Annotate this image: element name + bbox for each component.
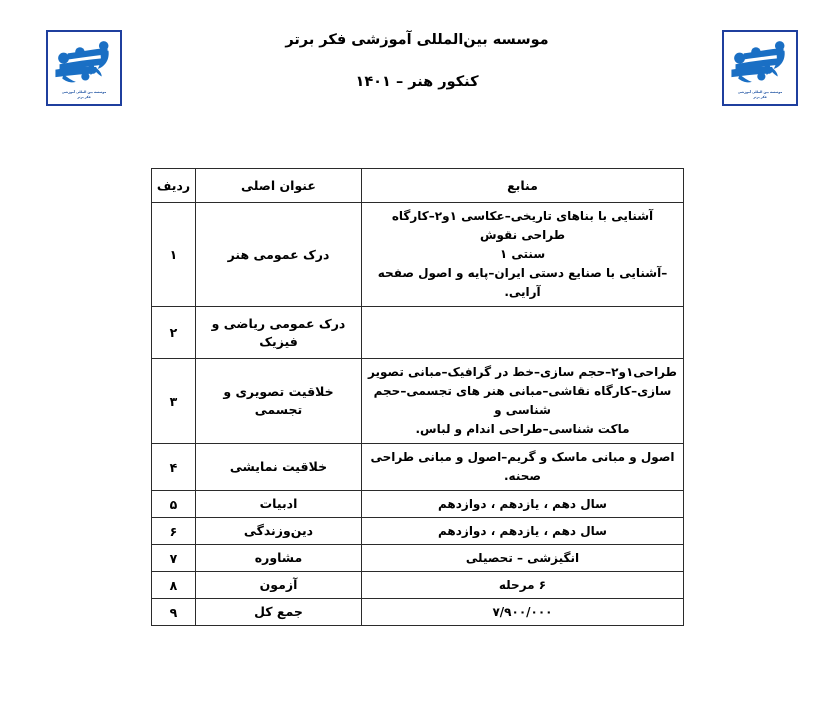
sources-line: سنتی ۱ (499, 247, 546, 261)
cell-index: ۲ (152, 307, 196, 359)
table-header-row (152, 169, 684, 203)
syllabus-table (151, 168, 684, 626)
table-row (152, 359, 684, 444)
table-row (152, 203, 684, 307)
cell-sources (362, 491, 684, 518)
sources-line: –آشنایی با صنایع دستی ایران–پایه و اصول صفحه آرایی. (377, 266, 668, 299)
syllabus-table-container (152, 168, 684, 626)
cell-title: درک عمومی ریاضی و فیزیک (196, 307, 362, 359)
cell-sources (362, 545, 684, 572)
header-titles (0, 0, 834, 92)
cell-title: خلاقیت نمایشی (196, 444, 362, 491)
cell-title: آزمون (196, 572, 362, 599)
cell-index: ۷ (152, 545, 196, 572)
sources-line: سال دهم ، یازدهم ، دوازدهم (438, 523, 607, 538)
table-row (152, 444, 684, 491)
table-row (152, 545, 684, 572)
cell-title: مشاوره (196, 545, 362, 572)
cell-title: جمع کل (196, 599, 362, 626)
cell-index: ۴ (152, 444, 196, 491)
logo-right (722, 30, 798, 106)
cell-sources (362, 307, 684, 359)
sources-line: طراحی۱و۲–حجم سازی–خط در گرافیک–مبانی تصویر (368, 365, 677, 379)
cell-index: ۵ (152, 491, 196, 518)
table-row (152, 599, 684, 626)
cell-sources (362, 518, 684, 545)
cell-title: درک عمومی هنر (196, 203, 362, 307)
cell-title: خلاقیت تصویری و تجسمی (196, 359, 362, 444)
cell-sources (362, 203, 684, 307)
page-header (0, 0, 834, 125)
table-row (152, 572, 684, 599)
column-header-title: عنوان اصلی (196, 169, 362, 203)
sources-line: اصول و مبانی ماسک و گریم–اصول و مبانی طراحی صحنه. (370, 450, 675, 483)
sources-line: ماکت شناسی–طراحی اندام و لباس. (415, 422, 630, 436)
cell-index: ۶ (152, 518, 196, 545)
sources-line: سال دهم ، یازدهم ، دوازدهم (438, 496, 607, 511)
cell-sources (362, 599, 684, 626)
exam-title: کنکور هنر – ۱۴۰۱ (355, 74, 479, 90)
sources-line: ۷/۹۰۰/۰۰۰ (492, 604, 553, 619)
fekr-bartar-logo-icon (726, 34, 794, 89)
cell-index: ۳ (152, 359, 196, 444)
table-row (152, 307, 684, 359)
logo-caption-line2: فکر برتر (753, 95, 767, 100)
cell-title: دین‌وزندگی (196, 518, 362, 545)
organization-title: موسسه بین‌المللی آموزشی فکر برتر (285, 32, 549, 48)
logo-caption-line1: موسسه بین المللی آموزشی (61, 90, 107, 94)
logo-caption-line2: فکر برتر (77, 95, 91, 100)
cell-title: ادبیات (196, 491, 362, 518)
column-header-index: ردیف (152, 169, 196, 203)
sources-line: سازی–کارگاه نقاشی–مبانی هنر های تجسمی–حجم شناسی و (373, 384, 672, 417)
table-row (152, 518, 684, 545)
logo-caption-line1: موسسه بین المللی آموزشی (737, 90, 783, 94)
cell-sources (362, 359, 684, 444)
sources-line: آشنایی با بناهای تاریخی–عکاسی ۱و۲–کارگاه طراحی نقوش (391, 209, 654, 242)
cell-sources (362, 572, 684, 599)
cell-index: ۸ (152, 572, 196, 599)
column-header-sources: منابع (362, 169, 684, 203)
cell-index: ۹ (152, 599, 196, 626)
cell-sources (362, 444, 684, 491)
sources-line: ۶ مرحله (498, 577, 547, 592)
table-row (152, 491, 684, 518)
sources-line: انگیزشی – تحصیلی (465, 550, 580, 565)
cell-index: ۱ (152, 203, 196, 307)
